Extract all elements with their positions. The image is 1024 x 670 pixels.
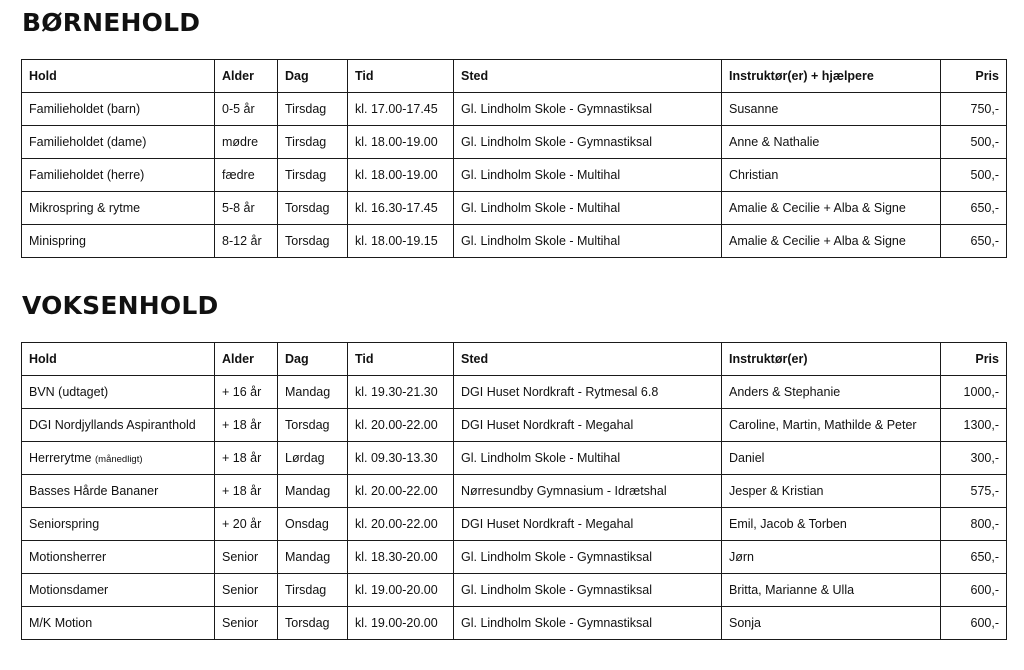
cell-alder: Senior (215, 541, 278, 574)
table-row (22, 508, 1007, 541)
cell-dag: Mandag (278, 376, 348, 409)
cell-dag: Mandag (278, 475, 348, 508)
cell-hold: Basses Hårde Bananer (22, 475, 215, 508)
column-header-pris: Pris (941, 343, 1007, 376)
column-header-tid: Tid (348, 343, 454, 376)
cell-instruktor: Emil, Jacob & Torben (722, 508, 941, 541)
table-row (22, 409, 1007, 442)
cell-instruktor: Jørn (722, 541, 941, 574)
cell-pris: 800,- (941, 508, 1007, 541)
cell-instruktor: Anders & Stephanie (722, 376, 941, 409)
cell-alder: mødre (215, 126, 278, 159)
cell-sted: Gl. Lindholm Skole - Multihal (454, 442, 722, 475)
cell-pris: 650,- (941, 192, 1007, 225)
cell-pris: 1300,- (941, 409, 1007, 442)
cell-dag: Torsdag (278, 192, 348, 225)
column-header-alder: Alder (215, 343, 278, 376)
cell-tid: kl. 20.00-22.00 (348, 508, 454, 541)
cell-sted: Gl. Lindholm Skole - Multihal (454, 225, 722, 258)
cell-alder: + 20 år (215, 508, 278, 541)
cell-pris: 600,- (941, 574, 1007, 607)
cell-hold: Familieholdet (barn) (22, 93, 215, 126)
cell-hold: Motionsherrer (22, 541, 215, 574)
cell-tid: kl. 20.00-22.00 (348, 409, 454, 442)
table-row (22, 607, 1007, 640)
cell-dag: Torsdag (278, 225, 348, 258)
cell-dag: Onsdag (278, 508, 348, 541)
cell-pris: 650,- (941, 541, 1007, 574)
cell-tid: kl. 18.00-19.00 (348, 159, 454, 192)
cell-instruktor: Sonja (722, 607, 941, 640)
cell-sted: Gl. Lindholm Skole - Gymnastiksal (454, 541, 722, 574)
cell-instruktor: Britta, Marianne & Ulla (722, 574, 941, 607)
table-header-row (22, 60, 1007, 93)
cell-hold: Mikrospring & rytme (22, 192, 215, 225)
cell-alder: + 16 år (215, 376, 278, 409)
table-row (22, 541, 1007, 574)
cell-alder: Senior (215, 574, 278, 607)
column-header-pris: Pris (941, 60, 1007, 93)
cell-dag: Torsdag (278, 409, 348, 442)
cell-tid: kl. 17.00-17.45 (348, 93, 454, 126)
cell-sted: DGI Huset Nordkraft - Megahal (454, 508, 722, 541)
table-row (22, 192, 1007, 225)
cell-hold (22, 442, 215, 475)
cell-instruktor: Jesper & Kristian (722, 475, 941, 508)
cell-pris: 650,- (941, 225, 1007, 258)
cell-alder: Senior (215, 607, 278, 640)
cell-tid: kl. 18.00-19.00 (348, 126, 454, 159)
cell-instruktor: Christian (722, 159, 941, 192)
cell-hold: Seniorspring (22, 508, 215, 541)
cell-alder: 5-8 år (215, 192, 278, 225)
cell-hold: BVN (udtaget) (22, 376, 215, 409)
cell-dag: Lørdag (278, 442, 348, 475)
column-header-dag: Dag (278, 60, 348, 93)
cell-tid: kl. 20.00-22.00 (348, 475, 454, 508)
cell-pris: 500,- (941, 126, 1007, 159)
cell-dag: Torsdag (278, 607, 348, 640)
cell-dag: Tirsdag (278, 574, 348, 607)
cell-hold: Familieholdet (dame) (22, 126, 215, 159)
column-header-dag: Dag (278, 343, 348, 376)
cell-dag: Tirsdag (278, 93, 348, 126)
column-header-alder: Alder (215, 60, 278, 93)
cell-pris: 500,- (941, 159, 1007, 192)
hold-note: (månedligt) (95, 454, 143, 465)
cell-alder: + 18 år (215, 475, 278, 508)
cell-sted: Gl. Lindholm Skole - Gymnastiksal (454, 93, 722, 126)
cell-tid: kl. 19.30-21.30 (348, 376, 454, 409)
cell-hold: M/K Motion (22, 607, 215, 640)
column-header-hold: Hold (22, 60, 215, 93)
column-header-sted: Sted (454, 60, 722, 93)
cell-sted: Nørresundby Gymnasium - Idrætshal (454, 475, 722, 508)
cell-tid: kl. 18.00-19.15 (348, 225, 454, 258)
column-header-instruktor: Instruktør(er) (722, 343, 941, 376)
voksenhold-table (21, 342, 1007, 640)
table-header-row (22, 343, 1007, 376)
column-header-tid: Tid (348, 60, 454, 93)
table-row (22, 376, 1007, 409)
cell-pris: 300,- (941, 442, 1007, 475)
cell-dag: Tirsdag (278, 159, 348, 192)
cell-sted: Gl. Lindholm Skole - Gymnastiksal (454, 574, 722, 607)
cell-dag: Mandag (278, 541, 348, 574)
table-row (22, 475, 1007, 508)
cell-alder: fædre (215, 159, 278, 192)
cell-sted: DGI Huset Nordkraft - Megahal (454, 409, 722, 442)
cell-hold: Minispring (22, 225, 215, 258)
cell-tid: kl. 09.30-13.30 (348, 442, 454, 475)
cell-sted: Gl. Lindholm Skole - Gymnastiksal (454, 607, 722, 640)
cell-sted: Gl. Lindholm Skole - Gymnastiksal (454, 126, 722, 159)
cell-pris: 600,- (941, 607, 1007, 640)
cell-instruktor: Daniel (722, 442, 941, 475)
cell-tid: kl. 19.00-20.00 (348, 574, 454, 607)
cell-tid: kl. 16.30-17.45 (348, 192, 454, 225)
table-row (22, 225, 1007, 258)
cell-hold: Motionsdamer (22, 574, 215, 607)
cell-dag: Tirsdag (278, 126, 348, 159)
cell-pris: 750,- (941, 93, 1007, 126)
cell-sted: Gl. Lindholm Skole - Multihal (454, 159, 722, 192)
table-row (22, 442, 1007, 475)
hold-name: Herrerytme (29, 451, 92, 465)
cell-alder: + 18 år (215, 409, 278, 442)
table-row (22, 126, 1007, 159)
cell-instruktor: Anne & Nathalie (722, 126, 941, 159)
table-row (22, 574, 1007, 607)
cell-tid: kl. 19.00-20.00 (348, 607, 454, 640)
voksenhold-title: VOKSENHOLD (22, 291, 219, 320)
table-row (22, 159, 1007, 192)
cell-sted: DGI Huset Nordkraft - Rytmesal 6.8 (454, 376, 722, 409)
column-header-sted: Sted (454, 343, 722, 376)
cell-hold: DGI Nordjyllands Aspiranthold (22, 409, 215, 442)
cell-instruktor: Susanne (722, 93, 941, 126)
column-header-hold: Hold (22, 343, 215, 376)
cell-alder: 8-12 år (215, 225, 278, 258)
table-row (22, 93, 1007, 126)
cell-tid: kl. 18.30-20.00 (348, 541, 454, 574)
cell-pris: 575,- (941, 475, 1007, 508)
cell-alder: 0-5 år (215, 93, 278, 126)
cell-instruktor: Amalie & Cecilie + Alba & Signe (722, 192, 941, 225)
cell-hold: Familieholdet (herre) (22, 159, 215, 192)
cell-instruktor: Caroline, Martin, Mathilde & Peter (722, 409, 941, 442)
bornehold-table (21, 59, 1007, 258)
cell-sted: Gl. Lindholm Skole - Multihal (454, 192, 722, 225)
cell-pris: 1000,- (941, 376, 1007, 409)
cell-instruktor: Amalie & Cecilie + Alba & Signe (722, 225, 941, 258)
bornehold-title: BØRNEHOLD (22, 8, 201, 37)
column-header-instruktor: Instruktør(er) + hjælpere (722, 60, 941, 93)
cell-alder: + 18 år (215, 442, 278, 475)
